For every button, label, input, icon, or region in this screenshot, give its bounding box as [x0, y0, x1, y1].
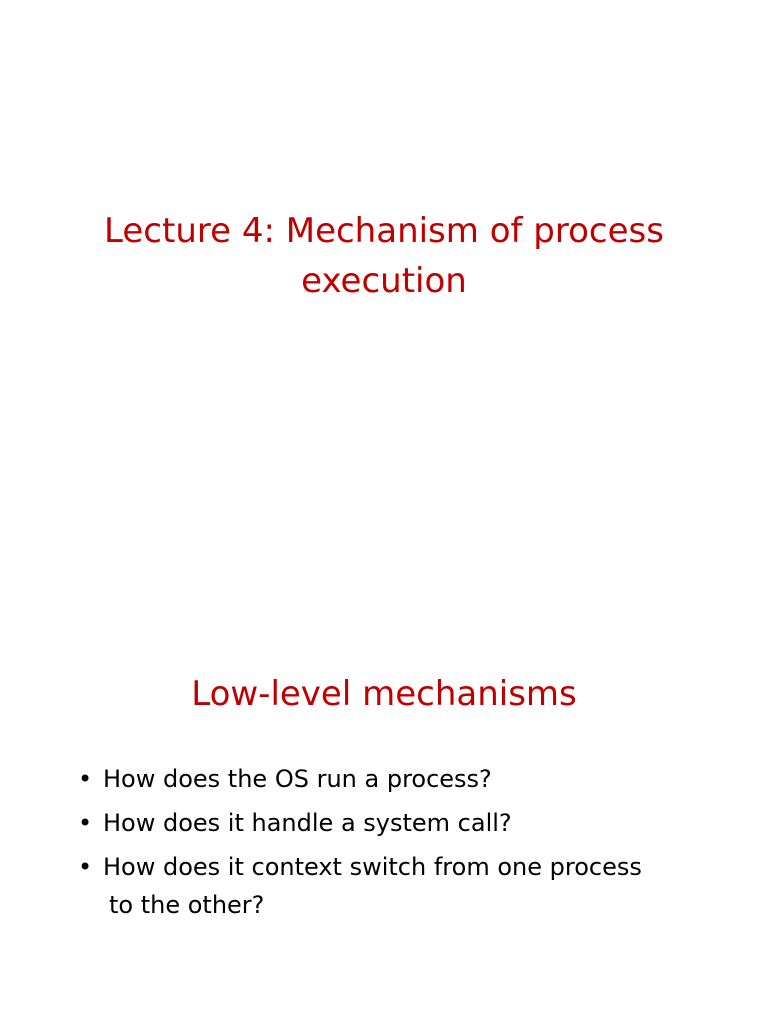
bullet-dot-icon: • — [78, 809, 93, 837]
slide-heading: Low-level mechanisms — [191, 674, 577, 714]
bullet-dot-icon: • — [78, 765, 93, 793]
bullet-list — [74, 760, 714, 930]
lecture-title — [40, 206, 728, 306]
bullet-item — [74, 804, 714, 842]
bullet-text-continuation: to the other? — [109, 891, 265, 919]
bullet-dot-icon: • — [78, 853, 93, 881]
slide-low-level-mechanisms — [0, 512, 768, 1024]
lecture-title-line-2: execution — [301, 261, 467, 301]
bullet-item — [74, 848, 714, 924]
bullet-item — [74, 760, 714, 798]
lecture-title-line-1: Lecture 4: Mechanism of process — [104, 211, 664, 251]
bullet-text: How does it handle a system call? — [103, 809, 512, 837]
bullet-text: How does the OS run a process? — [103, 765, 492, 793]
bullet-text: How does it context switch from one process — [103, 853, 642, 881]
